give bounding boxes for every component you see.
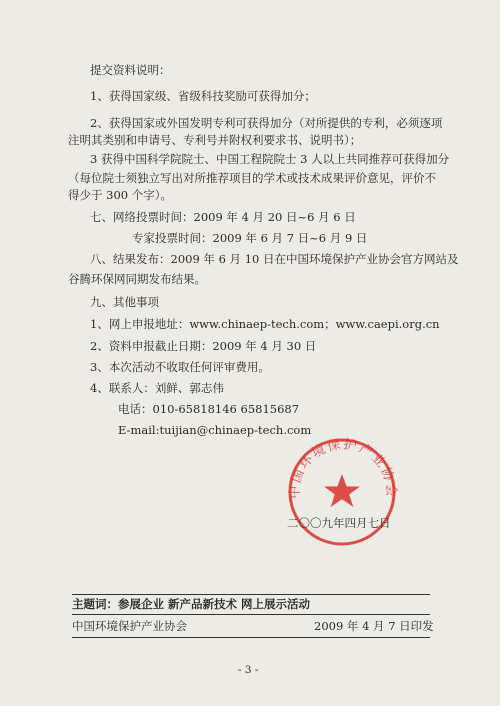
item-academician-bonus-cont2: 得少于 300 个字）。 bbox=[68, 188, 173, 202]
issuing-organization: 中国环境保护产业协会 bbox=[72, 619, 187, 633]
item-award-bonus: 1、获得国家级、省级科技奖励可获得加分； bbox=[90, 89, 316, 103]
official-seal bbox=[282, 432, 402, 548]
seal-text: 中国环境保护产业协会 bbox=[287, 437, 399, 499]
seal-star-icon bbox=[324, 474, 360, 507]
contact-email: E-mail:tuijian@chinaep-tech.com bbox=[118, 423, 312, 437]
item-patent-bonus-cont: 注明其类别和申请号、专利号并附权利要求书、说明书）； bbox=[68, 133, 362, 147]
contact-persons: 4、联系人：刘鲜、郭志伟 bbox=[90, 381, 224, 395]
online-submission-address: 1、网上申报地址：www.chinaep-tech.com；www.caepi.org.cn bbox=[90, 317, 440, 331]
other-matters-heading: 九、其他事项 bbox=[90, 295, 159, 309]
footer-bottom-rule bbox=[72, 637, 430, 638]
item-academician-bonus: 3 获得中国科学院院士、中国工程院院士 3 人以上共同推荐可获得加分 bbox=[90, 152, 450, 166]
result-release: 八、结果发布：2009 年 6 月 10 日在中国环境保护产业协会官方网站及 bbox=[90, 252, 459, 266]
materials-heading: 提交资料说明： bbox=[90, 63, 171, 77]
result-release-cont: 谷腾环保网同期发布结果。 bbox=[68, 272, 206, 286]
item-academician-bonus-cont: （每位院士须独立写出对所推荐项目的学术或技术成果评价意见，评价不 bbox=[68, 171, 436, 185]
no-fee-notice: 3、本次活动不收取任何评审费用。 bbox=[90, 360, 270, 374]
footer-top-rule bbox=[72, 594, 430, 595]
expert-vote-time: 专家投票时间：2009 年 6 月 7 日~6 月 9 日 bbox=[132, 231, 368, 245]
item-patent-bonus: 2、获得国家或外国发明专利可获得加分（对所提供的专利，必须逐项 bbox=[90, 116, 443, 130]
contact-phone: 电话：010-65818146 65815687 bbox=[118, 402, 300, 416]
issue-date: 2009 年 4 月 7 日印发 bbox=[314, 619, 434, 633]
page-number: - 3 - bbox=[238, 664, 259, 676]
online-vote-time: 七、网络投票时间：2009 年 4 月 20 日~6 月 6 日 bbox=[90, 210, 356, 224]
submission-deadline: 2、资料申报截止日期：2009 年 4 月 30 日 bbox=[90, 339, 317, 353]
signature-date: 二〇〇九年四月七日 bbox=[287, 516, 391, 530]
footer-middle-rule bbox=[72, 614, 430, 615]
keywords-line: 主题词：参展企业 新产品新技术 网上展示活动 bbox=[72, 597, 311, 611]
